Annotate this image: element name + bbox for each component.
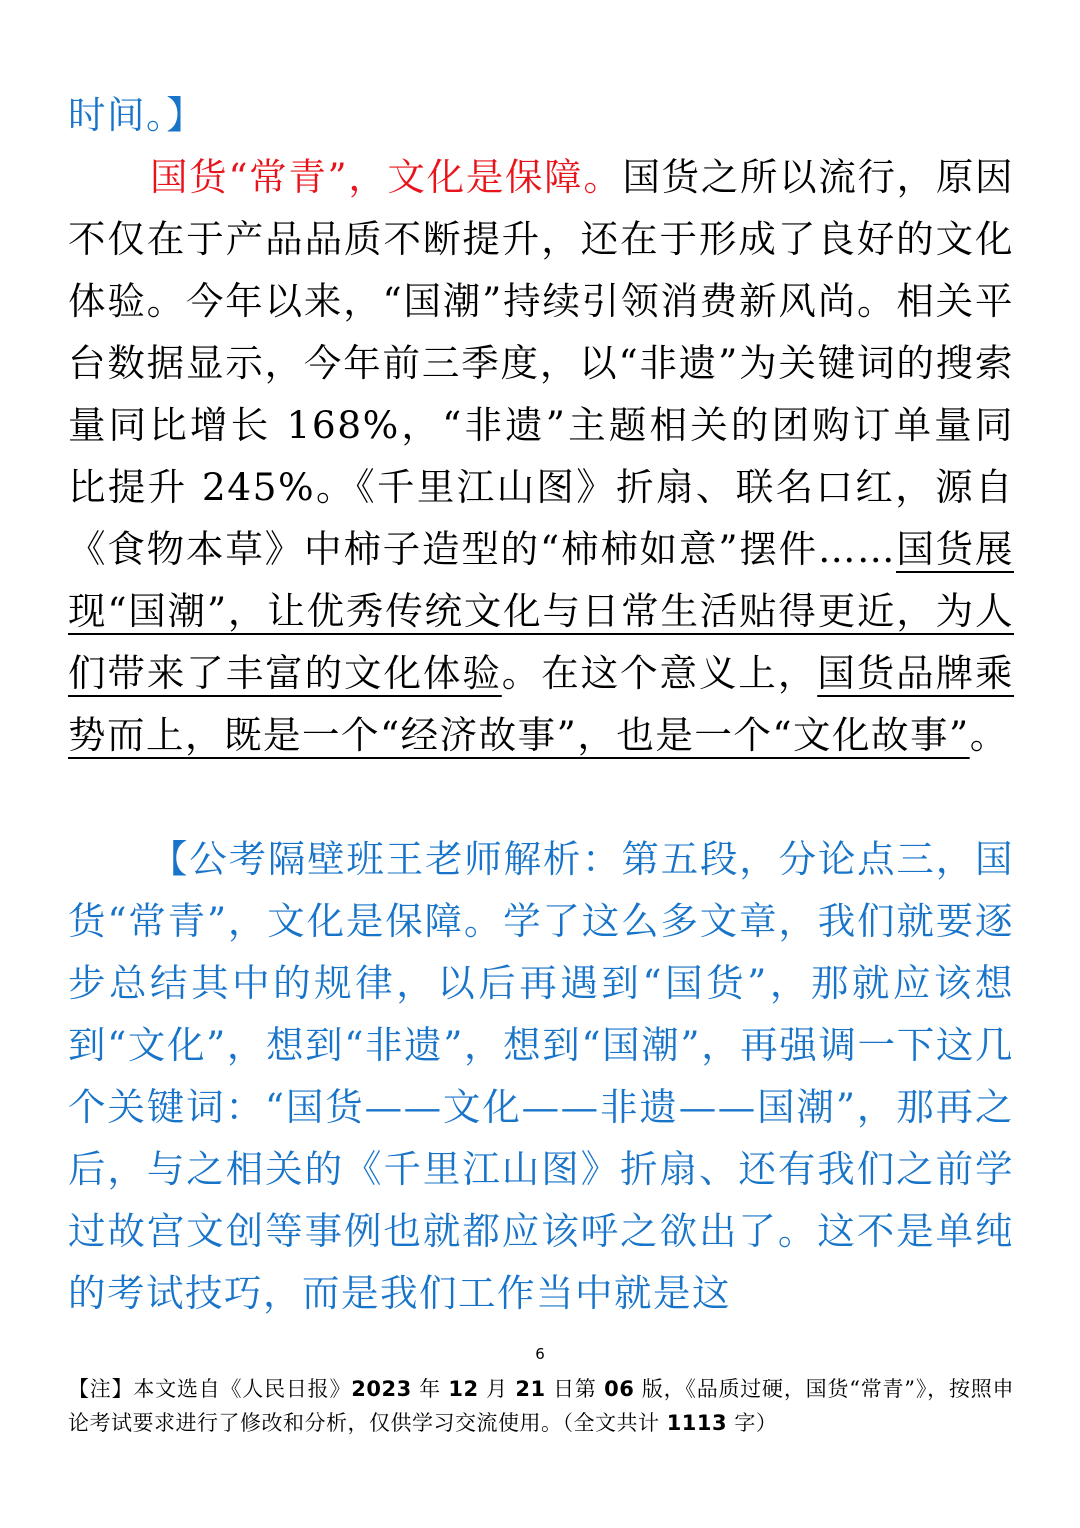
note-text: 年: [411, 1377, 449, 1401]
note-month: 12: [448, 1377, 479, 1401]
analysis-continuation-text: 时间。】: [68, 93, 206, 137]
note-text: 字）: [727, 1411, 778, 1435]
source-note: [68, 1372, 1014, 1440]
note-edition: 06: [604, 1377, 635, 1401]
note-word-count: 1113: [666, 1411, 728, 1435]
paragraph-body-text-2: 。在这个意义上，: [501, 651, 818, 695]
teacher-analysis-paragraph: [68, 828, 1014, 1324]
note-day: 21: [515, 1377, 546, 1401]
note-text: 日第: [545, 1377, 605, 1401]
underlined-sentence-2: 国货品牌乘势而上，既是一个“经济故事”，也是一个“文化故事”: [68, 651, 1015, 757]
note-text: 【注】本文选自《人民日报》: [68, 1377, 352, 1401]
page-number: 6: [535, 1345, 545, 1363]
teacher-analysis-text: 【公考隔壁班王老师解析：第五段，分论点三，国货“常青”，文化是保障。学了这么多文章，我们就要逐步总结其中的规律，以后再遇到“国货”，那就应该想到“文化”，想到“非遗”，想到“国潮”，再强调一下这几个关键词：“国货——文化——非遗——国潮”，那再之后，与之相关的《千里江山图》折扇、还有我们之前学过故宫文创等事例也就都应该呼之欲出了。这不是单纯的考试技巧，而是我们工作当中就是这: [68, 837, 1014, 1315]
paragraph-guohuo-culture: [68, 146, 1014, 766]
paragraph-heading: 国货“常青”，文化是保障。: [150, 155, 623, 199]
underlined-sentence-1: 国货展现“国潮”，让优秀传统文化与日常生活贴得更近，为人们带来了丰富的文化体验: [68, 527, 1014, 695]
note-text: 版，《品质过硬，国货“常青”》，按照申论考试要求进行了修改和分析，仅供学习交流使用。（全文共计: [68, 1377, 1014, 1435]
note-text: 月: [478, 1377, 516, 1401]
analysis-continuation: [68, 84, 1014, 146]
paragraph-body-text-3: 。: [969, 713, 1009, 757]
paragraph-body-text: 国货之所以流行，原因不仅在于产品品质不断提升，还在于形成了良好的文化体验。今年以来，“国潮”持续引领消费新风尚。相关平台数据显示，今年前三季度，以“非遗”为关键词的搜索量同比增长 168%，“非遗”主题相关的团购订单量同比提升 245%。《千里江山图》折扇、联名口红，源自《食物本草》中柿子造型的“柿柿如意”摆件……: [68, 155, 1015, 571]
note-year: 2023: [351, 1377, 412, 1401]
